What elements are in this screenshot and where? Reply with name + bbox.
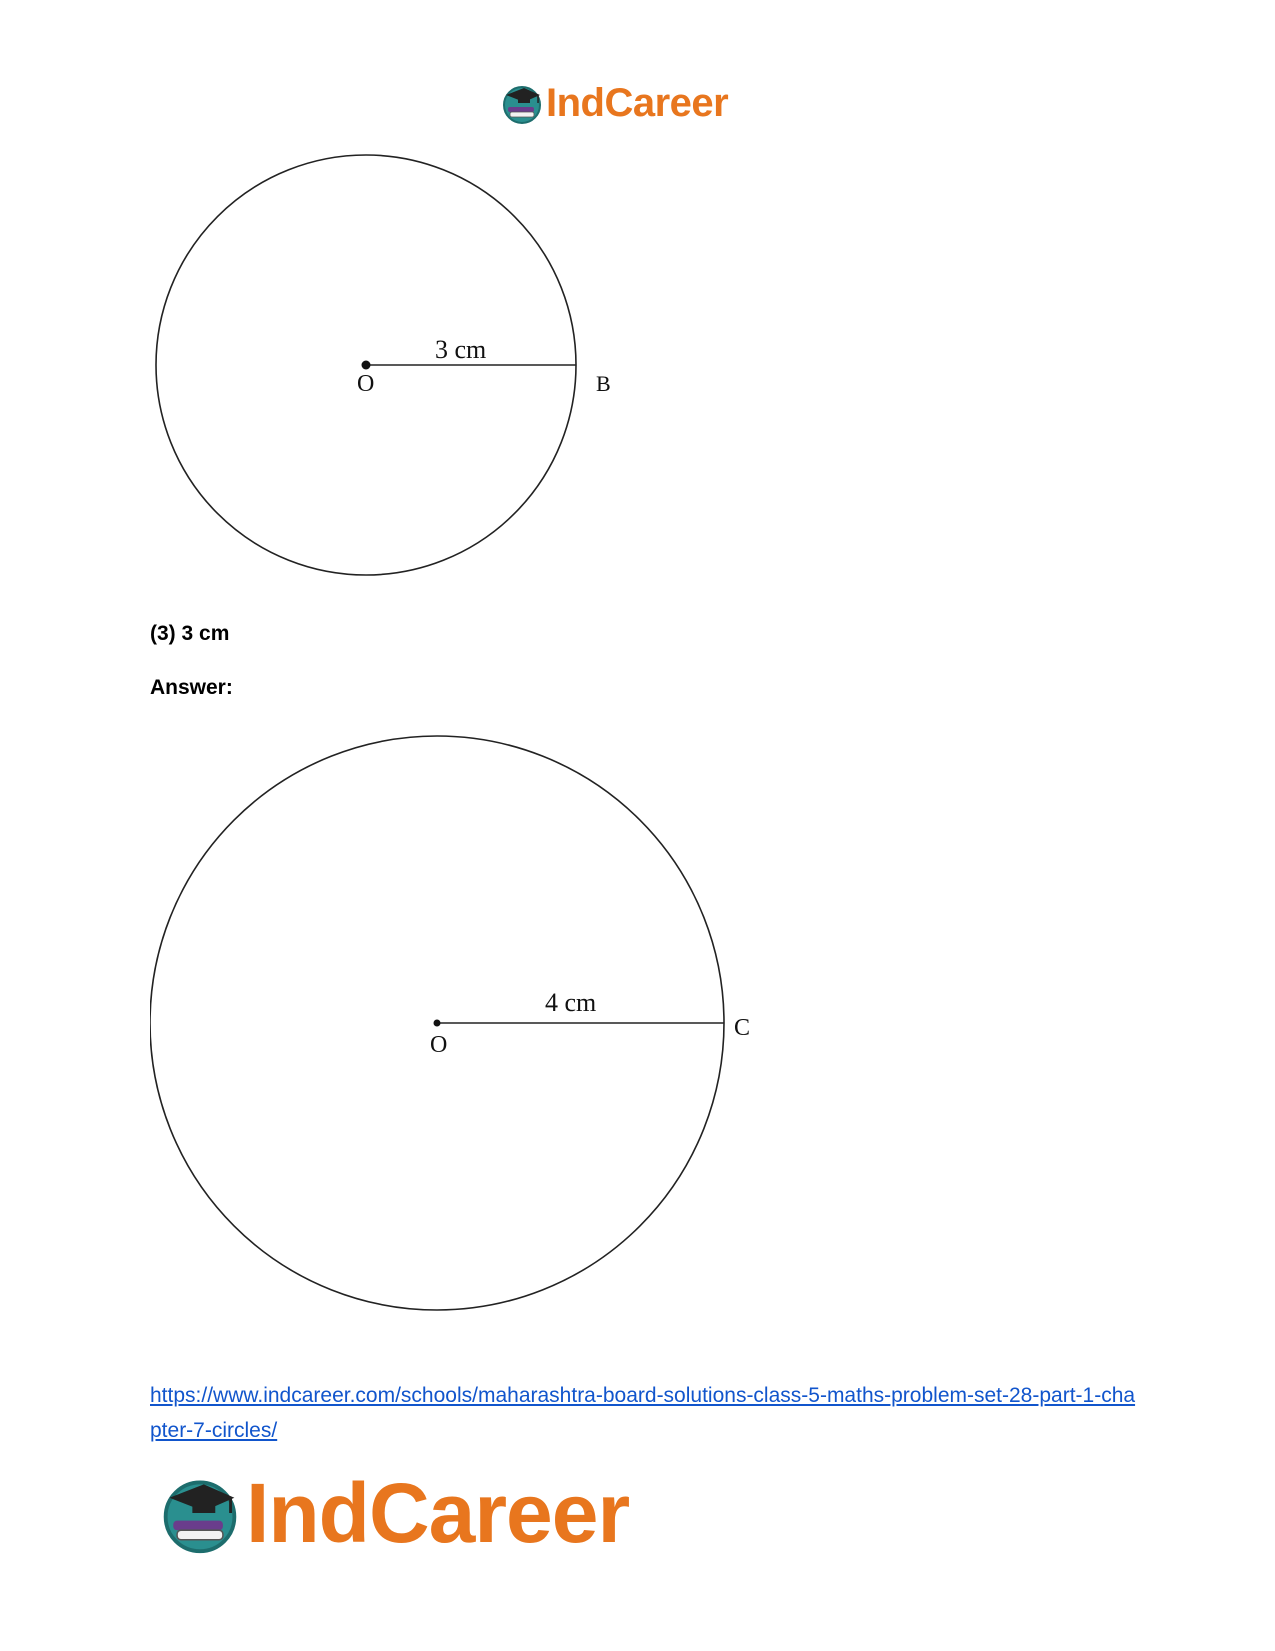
brand-wordmark: IndCareer bbox=[546, 80, 729, 125]
center-point bbox=[434, 1020, 441, 1027]
graduation-cap-books-globe-icon bbox=[500, 81, 544, 125]
center-label: O bbox=[357, 371, 375, 397]
brand-logo-top bbox=[500, 78, 728, 128]
answer-label: Answer: bbox=[150, 676, 233, 699]
radius-label: 3 cm bbox=[435, 335, 487, 364]
graduation-cap-books-globe-icon bbox=[158, 1471, 242, 1555]
brand-wordmark: IndCareer bbox=[246, 1465, 630, 1560]
point-label: C bbox=[734, 1015, 751, 1041]
center-label: O bbox=[430, 1032, 448, 1058]
question-label: (3) 3 cm bbox=[150, 622, 230, 645]
point-label: B bbox=[596, 371, 611, 396]
brand-logo-bottom bbox=[158, 1465, 630, 1560]
circle-figure-2 bbox=[150, 730, 770, 1320]
center-point bbox=[362, 361, 371, 370]
radius-label: 4 cm bbox=[545, 988, 597, 1017]
source-url-link[interactable]: https://www.indcareer.com/schools/maharashtra-board-solutions-class-5-maths-problem-set-28-part-1-chapter-7-circles/ bbox=[150, 1384, 1136, 1442]
circle-figure-1 bbox=[150, 150, 630, 590]
